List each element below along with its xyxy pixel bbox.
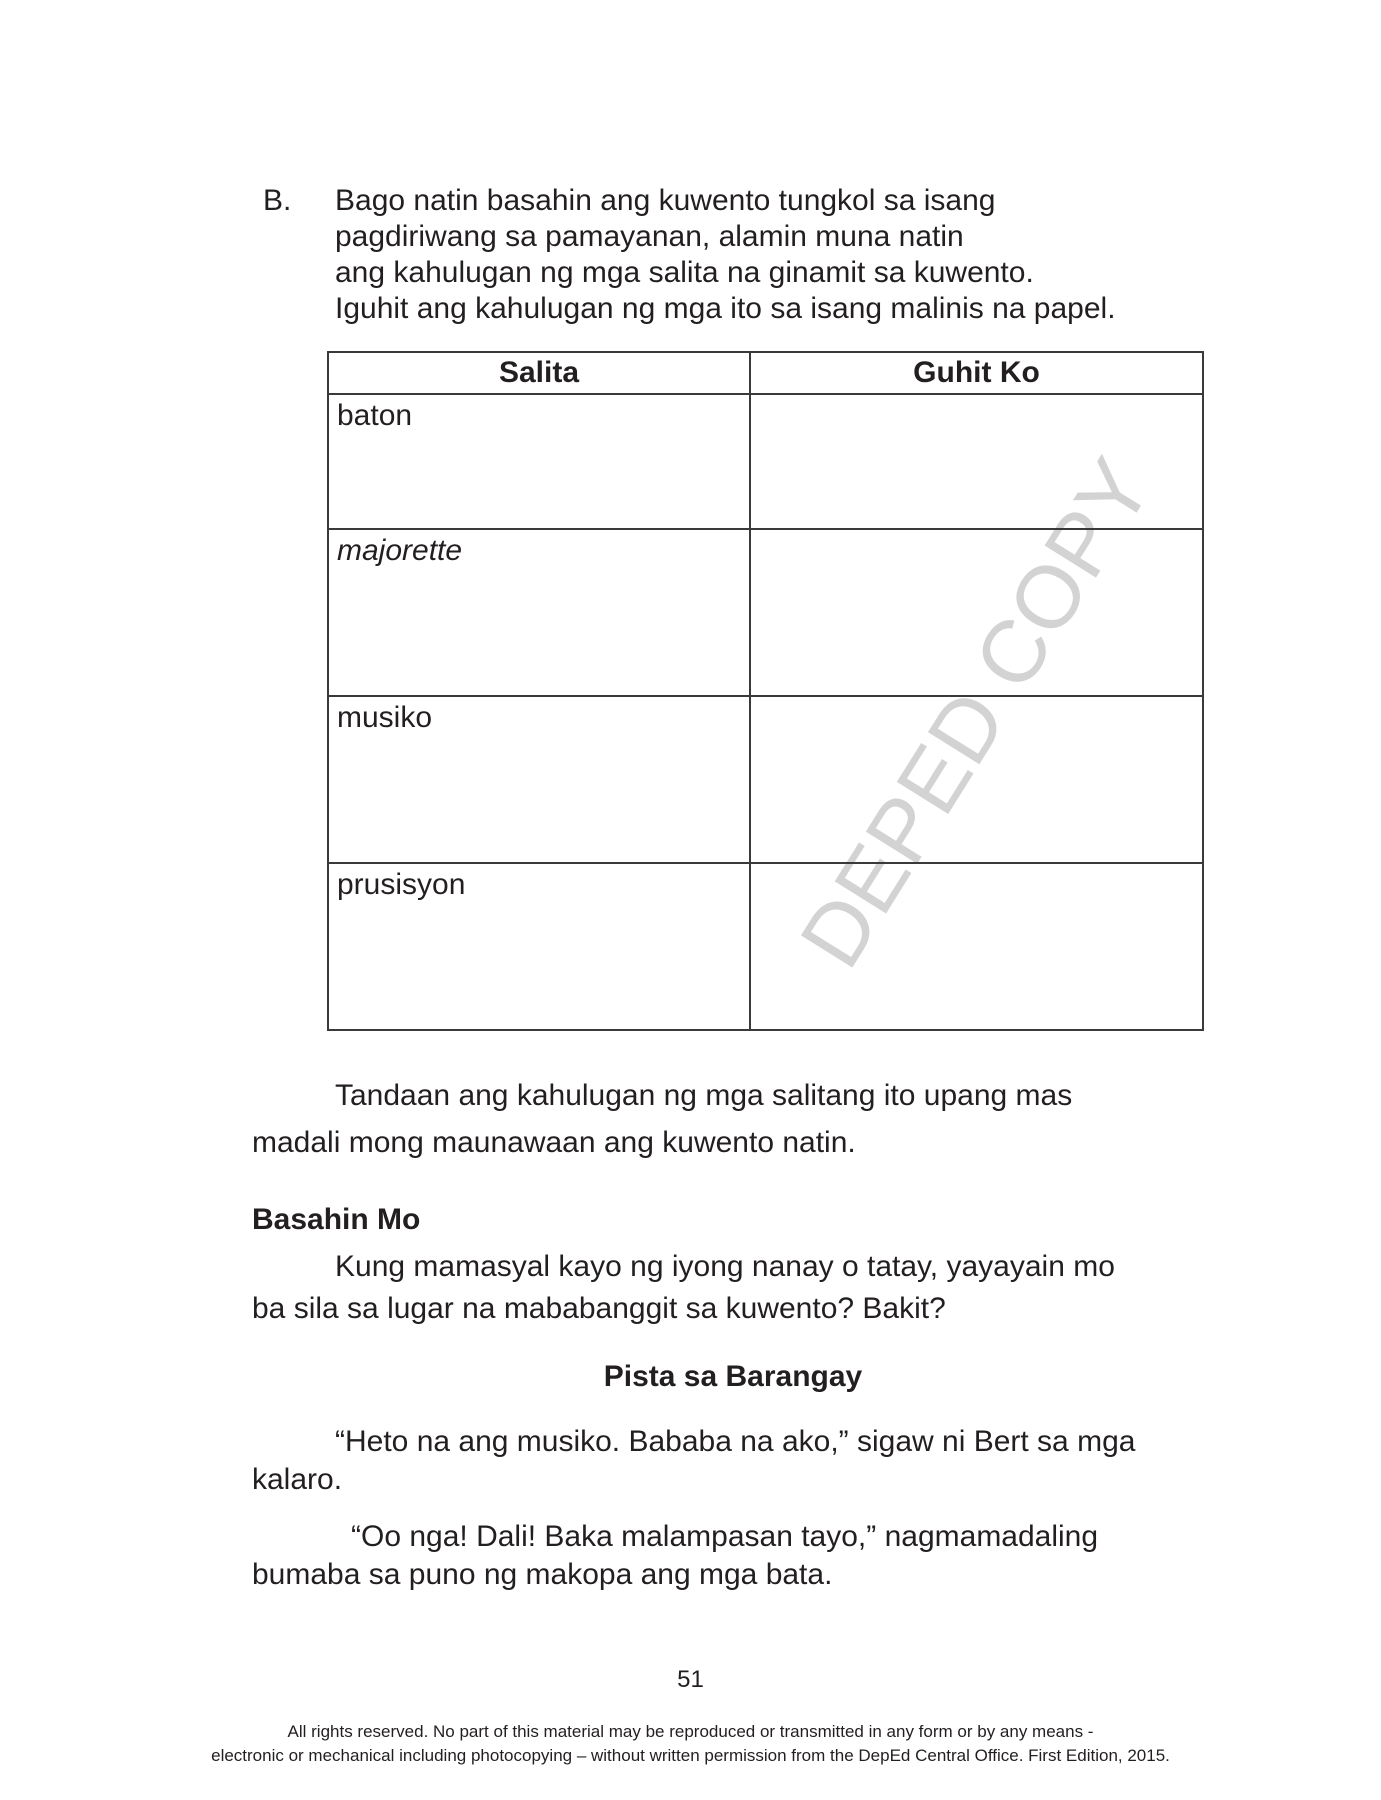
word-cell: musiko (328, 696, 750, 863)
section-marker: B. (263, 184, 292, 217)
reminder-line: madali mong maunawaan ang kuwento natin. (252, 1126, 856, 1159)
vocabulary-table (327, 351, 1204, 1031)
story-line: kalaro. (252, 1463, 343, 1496)
instruction-line: ang kahulugan ng mga salita na ginamit sa kuwento. (335, 256, 1034, 289)
header-guhit-ko: Guhit Ko (750, 352, 1203, 394)
table-row (328, 529, 1203, 696)
drawing-cell[interactable] (750, 394, 1203, 529)
table-row (328, 696, 1203, 863)
table-header-row (328, 352, 1203, 394)
instruction-line: pagdiriwang sa pamayanan, alamin muna natin (335, 220, 964, 253)
header-salita: Salita (328, 352, 750, 394)
table-row (328, 863, 1203, 1030)
word-cell: prusisyon (328, 863, 750, 1030)
word-cell: baton (328, 394, 750, 529)
drawing-cell[interactable] (750, 696, 1203, 863)
page-number: 51 (677, 1666, 704, 1693)
basahin-line: ba sila sa lugar na mababanggit sa kuwento? Bakit? (252, 1292, 946, 1325)
basahin-line: Kung mamasyal kayo ng iyong nanay o tatay, yayayain mo (335, 1250, 1115, 1283)
story-title: Pista sa Barangay (603, 1360, 863, 1393)
copyright-line: electronic or mechanical including photocopying – without written permission from the DepEd Central Office. First Edition, 2015. (211, 1746, 1170, 1765)
basahin-heading: Basahin Mo (252, 1203, 421, 1236)
instruction-line: Iguhit ang kahulugan ng mga ito sa isang malinis na papel. (335, 292, 1116, 325)
story-line: “Heto na ang musiko. Bababa na ako,” sigaw ni Bert sa mga (335, 1425, 1136, 1458)
drawing-cell[interactable] (750, 863, 1203, 1030)
drawing-cell[interactable] (750, 529, 1203, 696)
word-cell: majorette (328, 529, 750, 696)
table-row (328, 394, 1203, 529)
copyright-line: All rights reserved. No part of this material may be reproduced or transmitted in any form or by any means - (287, 1722, 1094, 1741)
reminder-line: Tandaan ang kahulugan ng mga salitang ito upang mas (335, 1079, 1073, 1112)
story-line: “Oo nga! Dali! Baka malampasan tayo,” nagmamadaling (351, 1520, 1099, 1553)
story-line: bumaba sa puno ng makopa ang mga bata. (252, 1558, 833, 1591)
watermark: DEPED COPY (780, 441, 1171, 984)
instruction-line: Bago natin basahin ang kuwento tungkol sa isang (335, 184, 996, 217)
